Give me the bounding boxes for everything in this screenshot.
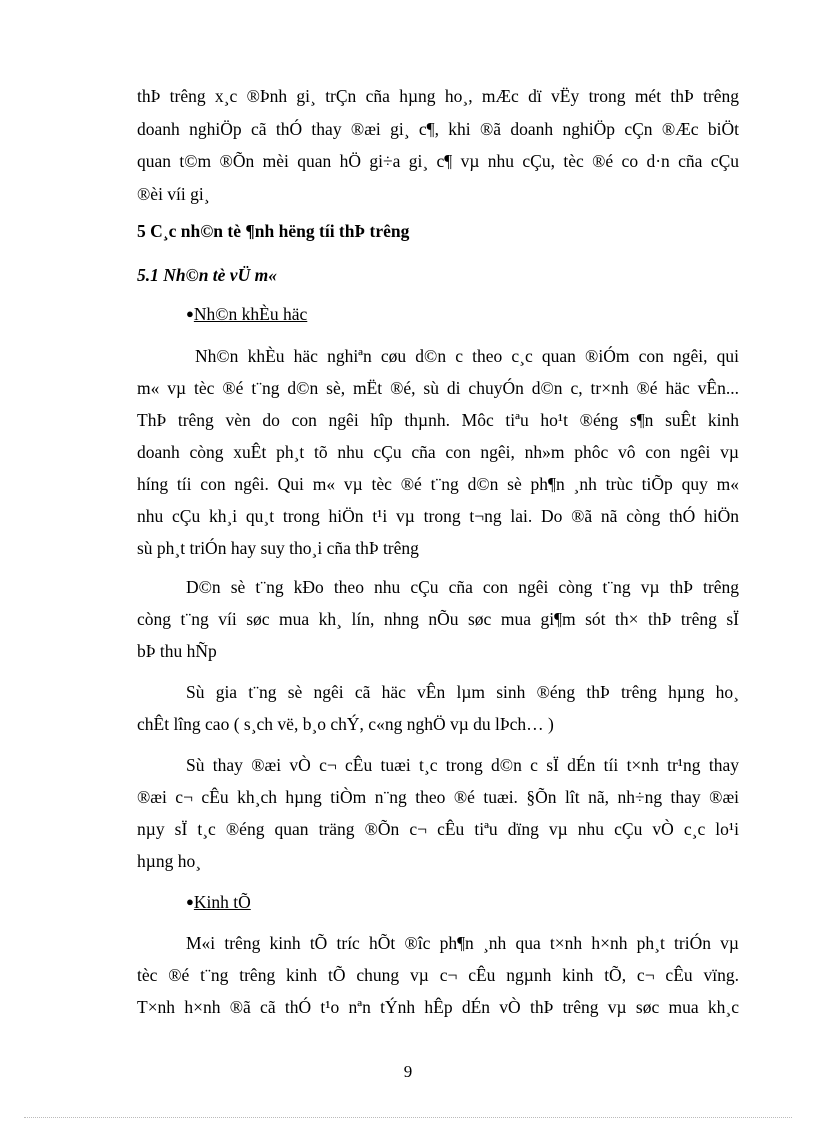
paragraph-5-line-4: hµng ho¸ — [137, 851, 202, 871]
paragraph-5-line-1: Sù thay ®æi vÒ c¬ cÊu tuæi t¸c trong d©n c sÏ dÉn tíi t×nh tr¹ng thay — [186, 755, 739, 775]
bullet-dot-icon: ● — [186, 306, 194, 321]
bullet-population — [186, 303, 307, 325]
paragraph-4-line-1: Sù gia t¨ng sè ngêi cã häc vÊn lµm sinh ®éng thÞ trêng hµng ho¸ — [186, 682, 739, 702]
paragraph-2-line-3: ThÞ trêng vèn do con ngêi hîp thµnh. Môc tiªu ho¹t ®éng s¶n suÊt kinh — [137, 410, 739, 430]
bullet-population-label: Nh©n khÈu häc — [193, 304, 308, 324]
paragraph-4-line-2: chÊt lîng cao ( s¸ch vë, b¸o chÝ, c«ng nghÖ vµ du lÞch… ) — [137, 714, 554, 734]
paragraph-2-line-1: Nh©n khÈu häc nghiªn cøu d©n c theo c¸c quan ®iÓm con ngêi, qui — [195, 346, 739, 366]
bullet-economy — [186, 891, 251, 913]
page-bottom-rule — [24, 1117, 792, 1118]
paragraph-2-line-2: m« vµ tèc ®é t¨ng d©n sè, mËt ®é, sù di chuyÓn d©n c, tr×nh ®é häc vÊn... — [137, 378, 739, 398]
paragraph-2-line-4: doanh còng xuÊt ph¸t tõ nhu cÇu cña con ngêi, nh»m phôc vô con ngêi vµ — [137, 442, 739, 462]
paragraph-1-line-2: doanh nghiÖp cã thÓ thay ®æi gi¸ c¶, khi ®ã doanh nghiÖp cÇn ®Æc biÖt — [137, 119, 739, 139]
paragraph-2-line-5: híng tíi con ngêi. Qui m« vµ tèc ®é t¨ng d©n sè ph¶n ¸nh trùc tiÕp quy m« — [137, 474, 739, 494]
paragraph-3-line-2: còng t¨ng víi søc mua kh¸ lín, nhng nÕu søc mua gi¶m sót th× thÞ trêng sÏ — [137, 609, 739, 629]
paragraph-3-line-1: D©n sè t¨ng kÐo theo nhu cÇu cña con ngêi còng t¨ng vµ thÞ trêng — [186, 577, 739, 597]
paragraph-5-line-2: ®æi c¬ cÊu kh¸ch hµng tiÒm n¨ng theo ®é tuæi. §Õn lît nã, nh÷ng thay ®æi — [137, 787, 739, 807]
paragraph-5-line-3: nµy sÏ t¸c ®éng quan träng ®Õn c¬ cÊu tiªu dïng vµ nhu cÇu vÒ c¸c lo¹i — [137, 819, 739, 839]
paragraph-1-line-4: ®èi víi gi¸ — [137, 184, 210, 204]
paragraph-6-line-1: M«i trêng kinh tÕ tríc hÕt ®îc ph¶n ¸nh qua t×nh h×nh ph¸t triÓn vµ — [186, 933, 739, 953]
page-number: 9 — [403, 1062, 413, 1081]
subsection-heading: 5.1 Nh©n tè vÜ m« — [137, 265, 277, 285]
paragraph-2-line-7: sù ph¸t triÓn hay suy tho¸i cña thÞ trêng — [137, 538, 419, 558]
paragraph-6-line-2: tèc ®é t¨ng trêng kinh tÕ chung vµ c¬ cÊu ngµnh kinh tÕ, c¬ cÊu vïng. — [137, 965, 739, 985]
paragraph-3-line-3: bÞ thu hÑp — [137, 641, 217, 661]
paragraph-6-line-3: T×nh h×nh ®ã cã thÓ t¹o nªn tÝnh hÊp dÉn vÒ thÞ trêng vµ søc mua kh¸c — [137, 997, 739, 1017]
paragraph-1-line-1: thÞ trêng x¸c ®Þnh gi¸ trÇn cña hµng ho¸, mÆc dï vËy trong mét thÞ trêng — [137, 86, 739, 106]
paragraph-1-line-3: quan t©m ®Õn mèi quan hÖ gi÷a gi¸ c¶ vµ nhu cÇu, tèc ®é co d·n cña cÇu — [137, 151, 739, 171]
section-heading: 5 C¸c nh©n tè ¶nh hëng tíi thÞ trêng — [137, 221, 410, 241]
bullet-economy-label: Kinh tÕ — [193, 892, 251, 912]
paragraph-2-line-6: nhu cÇu kh¸i qu¸t trong hiÖn t¹i vµ trong t¬ng lai. Do ®ã nã còng thÓ hiÖn — [137, 506, 739, 526]
bullet-dot-icon: ● — [186, 894, 194, 909]
